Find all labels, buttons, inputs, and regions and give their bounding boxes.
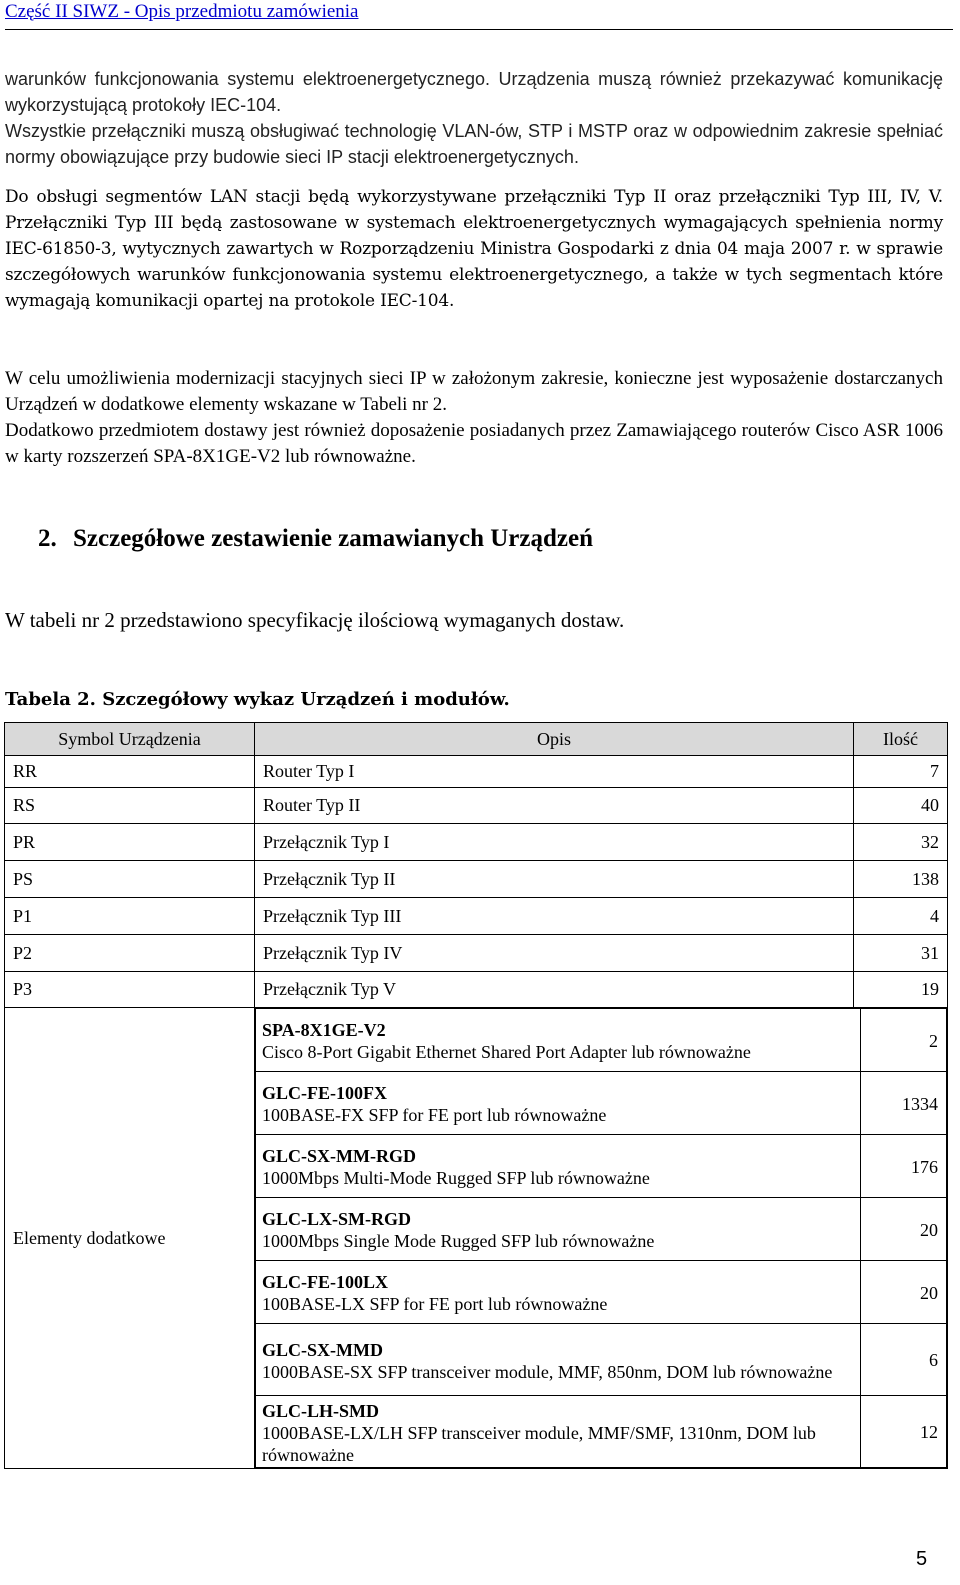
module-item	[256, 1396, 947, 1468]
paragraph-lan-segments: Do obsługi segmentów LAN stacji będą wykorzystywane przełączniki Typ II oraz przełączniki Typ III, IV, V. Przełączniki Typ III będą zastosowane w systemach elektroenergetycznych wymagających spełnienia normy IEC-61850-3, wytycznych zawartych w Rozporządzeniu Ministra Gospodarki z dnia 04 maja 2007 r. w sprawie szczegółowych warunków funkcjonowania systemu elektroenergetycznego, a także w tych segmentach które wymagają komunikacji opartej na protokole IEC-104.	[5, 187, 943, 311]
module-desc: Cisco 8-Port Gigabit Ethernet Shared Port Adapter lub równoważne	[262, 1042, 751, 1062]
module-item	[256, 1198, 947, 1261]
table-row	[5, 935, 948, 972]
module-text	[256, 1072, 861, 1135]
module-qty: 176	[861, 1135, 947, 1198]
extras-label: Elementy dodatkowe	[5, 1008, 255, 1469]
module-text	[256, 1135, 861, 1198]
modules-cell	[255, 1008, 948, 1469]
cell-symbol: RS	[5, 788, 255, 824]
cell-opis: Przełącznik Typ V	[255, 972, 854, 1008]
table-row	[5, 972, 948, 1008]
table-caption: Tabela 2. Szczegółowy wykaz Urządzeń i modułów.	[5, 689, 510, 710]
equipment-table	[4, 722, 948, 1469]
module-qty: 6	[861, 1324, 947, 1396]
header-opis: Opis	[255, 723, 854, 756]
module-text	[256, 1261, 861, 1324]
page-number: 5	[916, 1548, 928, 1570]
module-item	[256, 1009, 947, 1072]
cell-symbol: PS	[5, 861, 255, 898]
module-text	[256, 1324, 861, 1396]
module-desc: 1000BASE-LX/LH SFP transceiver module, MMF/SMF, 1310nm, DOM lub równoważne	[262, 1422, 816, 1465]
paragraph-additional: Dodatkowo przedmiotem dostawy jest również doposażenie posiadanych przez Zamawiającego routerów Cisco ASR 1006 w karty rozszerzeń SPA-8X1GE-V2 lub równoważne.	[5, 420, 943, 467]
cell-opis: Przełącznik Typ II	[255, 861, 854, 898]
cell-ilosc: 138	[854, 861, 948, 898]
table-row	[5, 756, 948, 788]
module-desc: 100BASE-LX SFP for FE port lub równoważne	[262, 1294, 608, 1314]
cell-opis: Przełącznik Typ I	[255, 824, 854, 861]
module-qty: 12	[861, 1396, 947, 1468]
module-desc: 100BASE-FX SFP for FE port lub równoważne	[262, 1105, 607, 1125]
header-title: Część II SIWZ - Opis przedmiotu zamówienia	[5, 1, 359, 22]
module-text	[256, 1009, 861, 1072]
module-name: GLC-FE-100FX	[262, 1083, 387, 1103]
cell-ilosc: 40	[854, 788, 948, 824]
cell-opis: Router Typ II	[255, 788, 854, 824]
module-desc: 1000Mbps Single Mode Rugged SFP lub równoważne	[262, 1231, 655, 1251]
cell-symbol: P3	[5, 972, 255, 1008]
paragraph-vlan: Wszystkie przełączniki muszą obsługiwać technologię VLAN-ów, STP i MSTP oraz w odpowiednim zakresie spełniać normy obowiązujące przy budowie sieci IP stacji elektroenergetycznych.	[5, 121, 943, 167]
document-header	[5, 0, 953, 30]
module-item	[256, 1072, 947, 1135]
module-qty: 20	[861, 1261, 947, 1324]
module-name: GLC-SX-MMD	[262, 1339, 383, 1360]
cell-symbol: P1	[5, 898, 255, 935]
module-name: GLC-FE-100LX	[262, 1272, 388, 1292]
table-header-row	[5, 723, 948, 756]
table-row	[5, 898, 948, 935]
cell-opis: Router Typ I	[255, 756, 854, 788]
modules-list	[255, 1008, 947, 1468]
module-desc: 1000Mbps Multi-Mode Rugged SFP lub równoważne	[262, 1168, 650, 1188]
module-item	[256, 1261, 947, 1324]
cell-ilosc: 19	[854, 972, 948, 1008]
table-row	[5, 788, 948, 824]
paragraph-modernization: W celu umożliwienia modernizacji stacyjnych sieci IP w założonym zakresie, konieczne jest wyposażenie dostarczanych Urządzeń w dodatkowe elementy wskazane w Tabeli nr 2.	[5, 368, 943, 415]
module-name: SPA-8X1GE-V2	[262, 1020, 386, 1040]
cell-symbol: P2	[5, 935, 255, 972]
header-ilosc: Ilość	[854, 723, 948, 756]
table-row	[5, 824, 948, 861]
cell-symbol: RR	[5, 756, 255, 788]
cell-ilosc: 31	[854, 935, 948, 972]
section-heading	[38, 525, 593, 553]
cell-ilosc: 32	[854, 824, 948, 861]
module-item	[256, 1135, 947, 1198]
module-qty: 1334	[861, 1072, 947, 1135]
module-text	[256, 1198, 861, 1261]
extras-row	[5, 1008, 948, 1469]
cell-symbol: PR	[5, 824, 255, 861]
module-name: GLC-LH-SMD	[262, 1400, 379, 1421]
header-symbol: Symbol Urządzenia	[5, 723, 255, 756]
table-row	[5, 861, 948, 898]
cell-ilosc: 7	[854, 756, 948, 788]
module-item	[256, 1324, 947, 1396]
cell-opis: Przełącznik Typ III	[255, 898, 854, 935]
module-name: GLC-SX-MM-RGD	[262, 1146, 416, 1166]
paragraph-protocols: warunków funkcjonowania systemu elektroenergetycznego. Urządzenia muszą również przekazywać komunikację wykorzystującą protokoły IEC-104.	[5, 69, 943, 115]
module-text	[256, 1396, 861, 1468]
section-number: 2.	[38, 525, 57, 552]
module-qty: 20	[861, 1198, 947, 1261]
section-title: Szczegółowe zestawienie zamawianych Urządzeń	[73, 525, 593, 552]
module-qty: 2	[861, 1009, 947, 1072]
cell-ilosc: 4	[854, 898, 948, 935]
module-desc: 1000BASE-SX SFP transceiver module, MMF, 850nm, DOM lub równoważne	[262, 1361, 833, 1382]
section-intro: W tabeli nr 2 przedstawiono specyfikację ilościową wymaganych dostaw.	[5, 608, 625, 632]
module-name: GLC-LX-SM-RGD	[262, 1209, 411, 1229]
cell-opis: Przełącznik Typ IV	[255, 935, 854, 972]
